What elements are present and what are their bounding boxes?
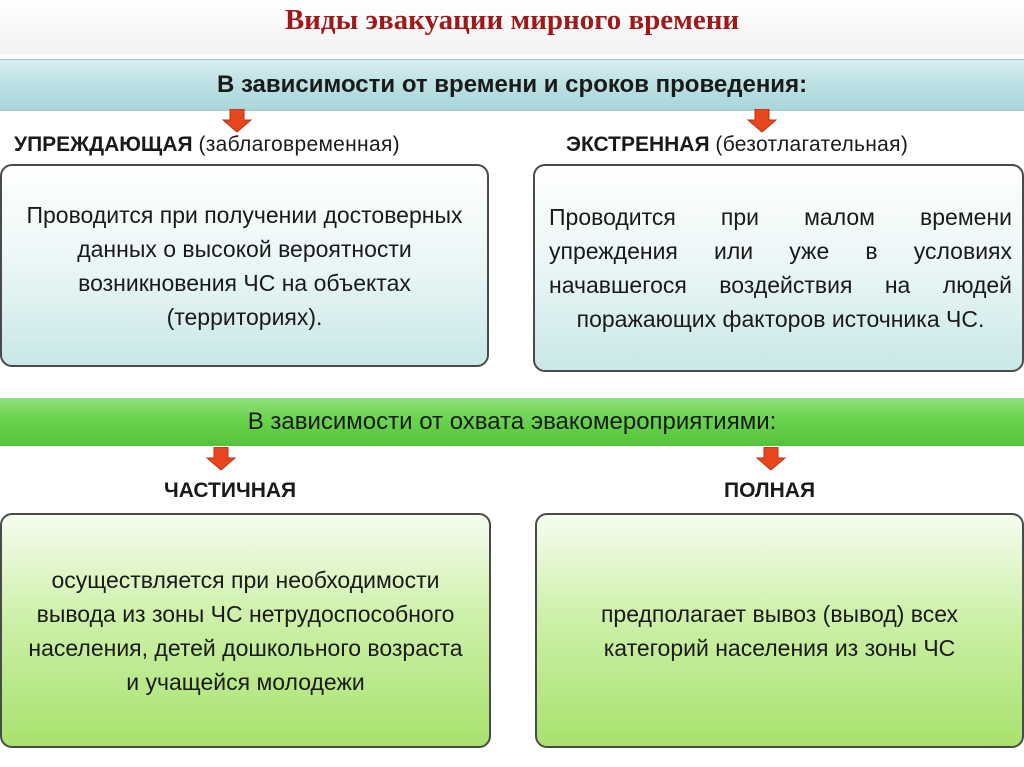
full-description-box [535, 513, 1024, 748]
label-preemptive-sub: (заблаговременная) [198, 133, 400, 156]
preemptive-description-box [0, 164, 489, 367]
page-title: Виды эвакуации мирного времени [0, 0, 1024, 54]
label-preemptive-main: УПРЕЖДАЮЩАЯ [14, 133, 193, 156]
label-emergency-sub: (безотлагательная) [715, 133, 909, 156]
partial-description: осуществляется при необходимости вывода из зоны ЧС нетрудоспособного населения, детей дошкольного возраста и учащейся молодежи [28, 566, 463, 695]
label-emergency [566, 133, 908, 157]
label-full: ПОЛНАЯ [724, 479, 816, 502]
label-emergency-main: ЭКСТРЕННАЯ [566, 133, 710, 156]
emergency-description: Проводится при малом времени упреждения или уже в условиях начавшегося воздействия на людей поражающих факторов источника ЧС. [549, 204, 1012, 332]
section-time-heading: В зависимости от времени и сроков проведения: [0, 59, 1024, 111]
label-preemptive [14, 133, 400, 157]
down-arrow-icon [222, 109, 252, 133]
down-arrow-icon [756, 447, 786, 471]
preemptive-description: Проводится при получении достоверных данных о высокой вероятности возникновения ЧС на объектах (территориях). [26, 201, 463, 330]
full-description: предполагает вывоз (вывод) всех категорий населения из зоны ЧС [600, 600, 959, 661]
down-arrow-icon [206, 447, 236, 471]
down-arrow-icon [747, 109, 777, 133]
partial-description-box [0, 513, 491, 748]
section-coverage-heading: В зависимости от охвата эвакомероприятиями: [0, 398, 1024, 446]
emergency-description-box [533, 164, 1024, 372]
label-partial: ЧАСТИЧНАЯ [164, 479, 297, 502]
